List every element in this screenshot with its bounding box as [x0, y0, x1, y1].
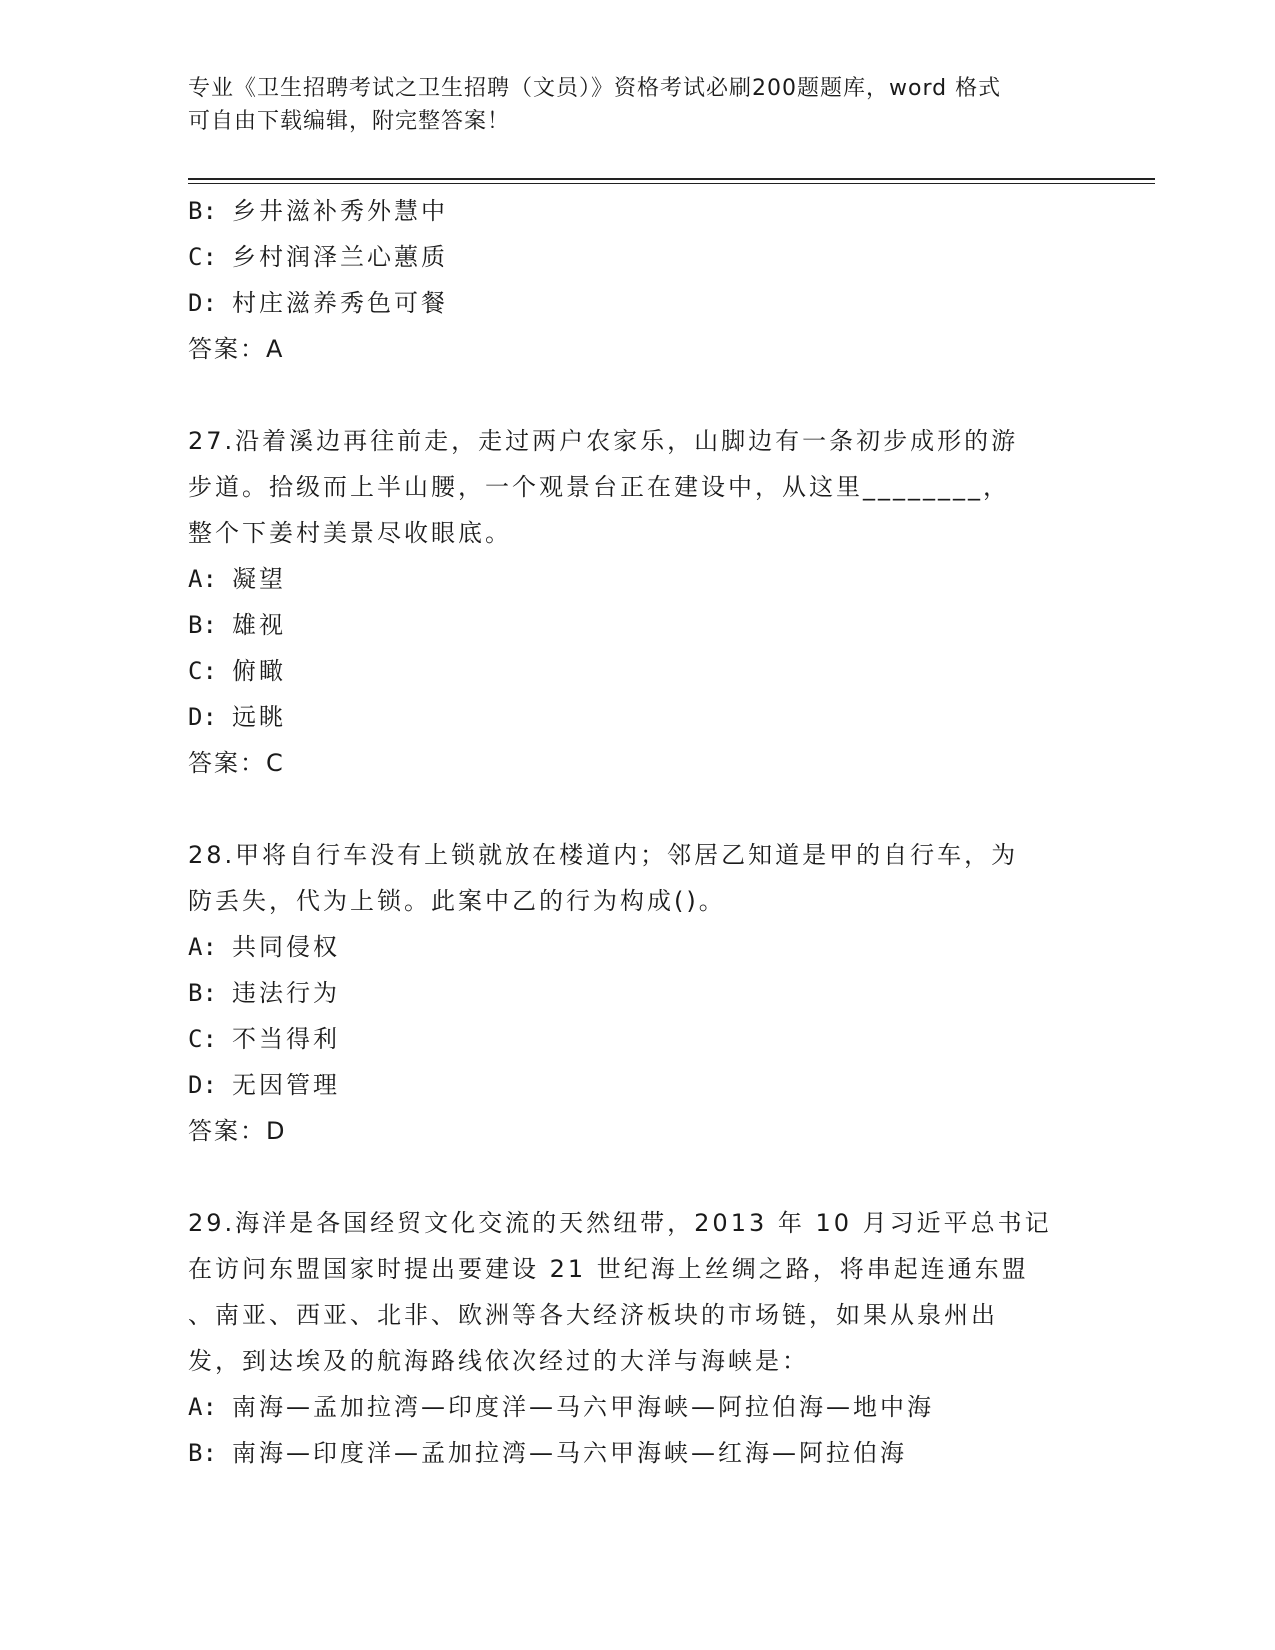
stem-line: 整个下姜村美景尽收眼底。	[188, 519, 512, 547]
option-text: 乡井滋补秀外慧中	[232, 197, 448, 225]
option-a	[188, 556, 1088, 602]
option-c	[188, 1016, 1088, 1062]
option-key: A:	[188, 933, 217, 961]
stem-line: 28.甲将自行车没有上锁就放在楼道内；邻居乙知道是甲的自行车，为	[188, 841, 1019, 869]
document-body	[188, 188, 1088, 1476]
stem-line: 发，到达埃及的航海路线依次经过的大洋与海峡是：	[188, 1347, 809, 1375]
question-27	[188, 418, 1088, 786]
question-26-tail	[188, 188, 1088, 372]
option-text: 共同侵权	[232, 933, 340, 961]
spacer	[188, 786, 1088, 832]
option-text: 不当得利	[232, 1025, 340, 1053]
option-key: D:	[188, 703, 217, 731]
option-text: 南海—印度洋—孟加拉湾—马六甲海峡—红海—阿拉伯海	[232, 1439, 907, 1467]
option-d	[188, 694, 1088, 740]
option-key: B:	[188, 1439, 217, 1467]
answer-line: 答案：D	[188, 1117, 287, 1145]
spacer	[188, 372, 1088, 418]
document-header	[188, 72, 1088, 138]
option-key: C:	[188, 1025, 217, 1053]
stem-line: 防丢失，代为上锁。此案中乙的行为构成()。	[188, 887, 726, 915]
option-d	[188, 1062, 1088, 1108]
option-key: A:	[188, 565, 217, 593]
option-text: 俯瞰	[232, 657, 286, 685]
option-text: 乡村润泽兰心蕙质	[232, 243, 448, 271]
option-text: 无因管理	[232, 1071, 340, 1099]
stem-line: 、南亚、西亚、北非、欧洲等各大经济板块的市场链，如果从泉州出	[188, 1301, 998, 1329]
answer-line: 答案：A	[188, 335, 285, 363]
option-key: A:	[188, 1393, 217, 1421]
option-key: D:	[188, 289, 217, 317]
option-b	[188, 602, 1088, 648]
option-a	[188, 924, 1088, 970]
option-c	[188, 234, 1088, 280]
question-stem	[188, 1200, 1088, 1384]
stem-line: 29.海洋是各国经贸文化交流的天然纽带，2013 年 10 月习近平总书记	[188, 1209, 1052, 1237]
header-title-line-1: 专业《卫生招聘考试之卫生招聘（文员）》资格考试必刷200题题库，word 格式	[188, 76, 1002, 101]
option-a	[188, 1384, 1088, 1430]
option-text: 村庄滋养秀色可餐	[232, 289, 448, 317]
option-key: C:	[188, 243, 217, 271]
question-29	[188, 1200, 1088, 1476]
question-stem	[188, 418, 1088, 556]
option-b	[188, 970, 1088, 1016]
option-text: 远眺	[232, 703, 286, 731]
option-c	[188, 648, 1088, 694]
option-key: C:	[188, 657, 217, 685]
option-text: 凝望	[232, 565, 286, 593]
option-b	[188, 1430, 1088, 1476]
spacer	[188, 1154, 1088, 1200]
question-28	[188, 832, 1088, 1154]
option-key: B:	[188, 979, 217, 1007]
header-divider	[188, 178, 1155, 184]
option-key: D:	[188, 1071, 217, 1099]
option-text: 违法行为	[232, 979, 340, 1007]
option-key: B:	[188, 611, 217, 639]
header-title-line-2: 可自由下载编辑，附完整答案！	[188, 109, 511, 134]
answer-line: 答案：C	[188, 749, 285, 777]
option-text: 雄视	[232, 611, 286, 639]
stem-line: 27.沿着溪边再往前走，走过两户农家乐，山脚边有一条初步成形的游	[188, 427, 1019, 455]
option-d	[188, 280, 1088, 326]
stem-line: 步道。拾级而上半山腰，一个观景台正在建设中，从这里________，	[188, 473, 1010, 501]
question-stem	[188, 832, 1088, 924]
stem-line: 在访问东盟国家时提出要建设 21 世纪海上丝绸之路，将串起连通东盟	[188, 1255, 1029, 1283]
option-b	[188, 188, 1088, 234]
option-text: 南海—孟加拉湾—印度洋—马六甲海峡—阿拉伯海—地中海	[232, 1393, 934, 1421]
option-key: B:	[188, 197, 217, 225]
